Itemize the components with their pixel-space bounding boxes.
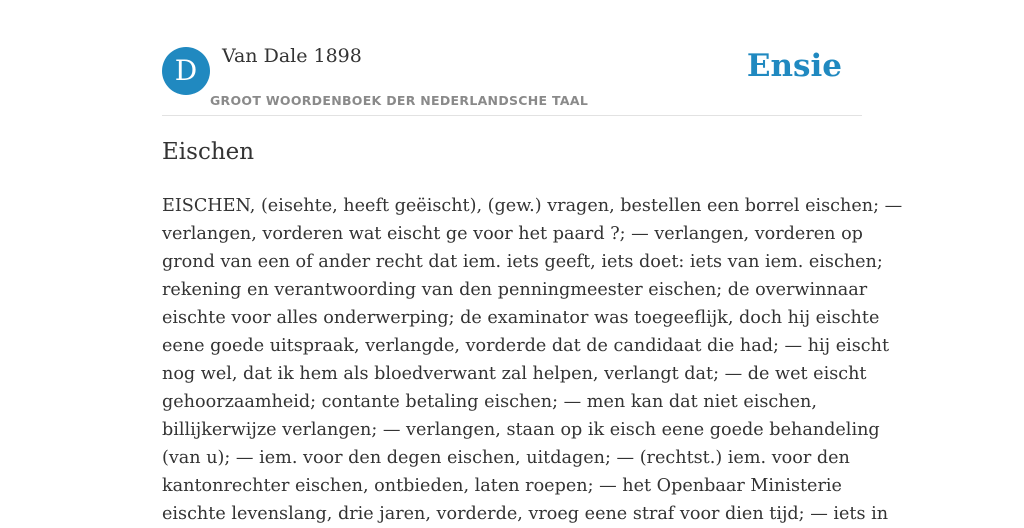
definition-line: rekening en verantwoording van den penningmeester eischen; de overwinnaar [162,280,868,300]
definition-line: nog wel, dat ik hem als bloedverwant zal helpen, verlangt dat; — de wet eischt [162,364,867,384]
source-subtitle: GROOT WOORDENBOEK DER NEDERLANDSCHE TAAL [210,93,589,108]
definition-line: eischte voor alles onderwerping; de examinator was toegeeflijk, doch hij eischte [162,308,880,328]
source-title-link[interactable]: Van Dale 1898 [222,45,362,67]
definition-line: grond van een of ander recht dat iem. iets geeft, iets doet: iets van iem. eischen; [162,252,883,272]
entry-definition [162,192,903,528]
definition-line: kantonrechter eischen, ontbieden, laten roepen; — het Openbaar Ministerie [162,476,842,496]
header [162,0,862,116]
definition-line: eischte levenslang, drie jaren, vorderde, vroeg eene straf voor dien tijd; — iets in [162,504,889,524]
entry-title: Eischen [162,139,255,165]
dictionary-logo[interactable]: D [162,47,210,95]
definition-line: (van u); — iem. voor den degen eischen, uitdagen; — (rechtst.) iem. voor den [162,448,850,468]
definition-line: EISCHEN, (eisehte, heeft geëischt), (gew.) vragen, bestellen een borrel eischen; — [162,196,903,216]
definition-line: verlangen, vorderen wat eischt ge voor het paard ?; — verlangen, vorderen op [162,224,863,244]
definition-line: gehoorzaamheid; contante betaling eischen; — men kan dat niet eischen, [162,392,817,412]
page [162,0,903,524]
definition-line: eene goede uitspraak, verlangde, vorderde dat de candidaat die had; — hij eischt [162,336,890,356]
definition-line: billijkerwijze verlangen; — verlangen, staan op ik eisch eene goede behandeling [162,420,880,440]
ensie-logo-link[interactable]: Ensie [746,48,842,84]
